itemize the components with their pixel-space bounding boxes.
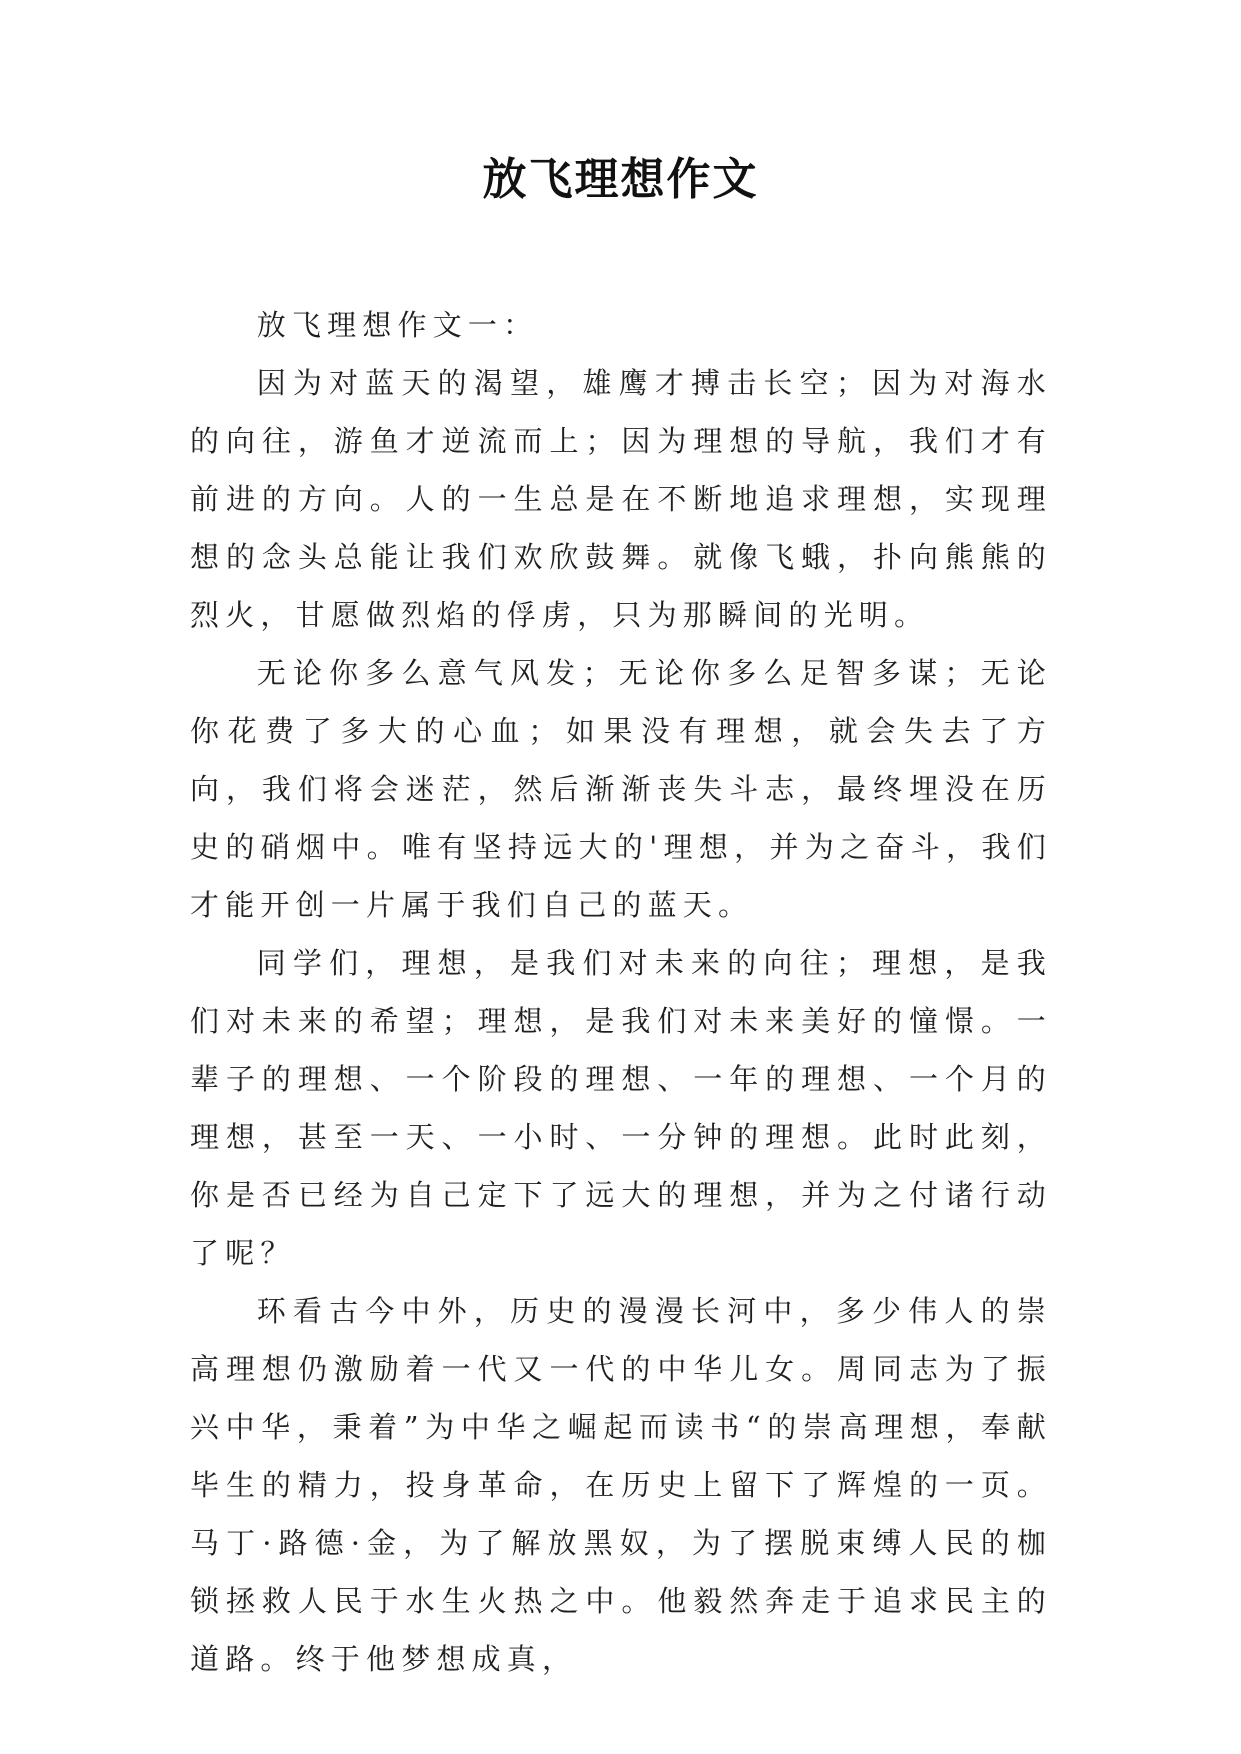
paragraph: 同学们，理想，是我们对未来的向往；理想，是我们对未来的希望；理想，是我们对未来美好的憧憬。一辈子的理想、一个阶段的理想、一年的理想、一个月的理想，甚至一天、一小时、一分钟的理想。此时此刻，你是否已经为自己定下了远大的理想，并为之付诸行动了呢？: [190, 946, 1052, 1270]
document-title: 放飞理想作文: [482, 154, 759, 205]
paragraph: 因为对蓝天的渴望，雄鹰才搏击长空；因为对海水的向往，游鱼才逆流而上；因为理想的导航，我们才有前进的方向。人的一生总是在不断地追求理想，实现理想的念头总能让我们欢欣鼓舞。就像飞蛾，扑向熊熊的烈火，甘愿做烈焰的俘虏，只为那瞬间的光明。: [190, 366, 1052, 632]
document-body: [190, 296, 1052, 1688]
paragraph: 无论你多么意气风发；无论你多么足智多谋；无论你花费了多大的心血；如果没有理想，就会失去了方向，我们将会迷茫，然后渐渐丧失斗志，最终埋没在历史的硝烟中。唯有坚持远大的'理想，并为之奋斗，我们才能开创一片属于我们自己的蓝天。: [190, 656, 1052, 922]
section-heading: 放飞理想作文一：: [256, 308, 539, 342]
paragraph: 环看古今中外，历史的漫漫长河中，多少伟人的崇高理想仍激励着一代又一代的中华儿女。周同志为了振兴中华，秉着”为中华之崛起而读书“的崇高理想，奉献毕生的精力，投身革命，在历史上留下了辉煌的一页。马丁·路德·金，为了解放黑奴，为了摆脱束缚人民的枷锁拯救人民于水生火热之中。他毅然奔走于追求民主的道路。终于他梦想成真，: [190, 1294, 1052, 1676]
